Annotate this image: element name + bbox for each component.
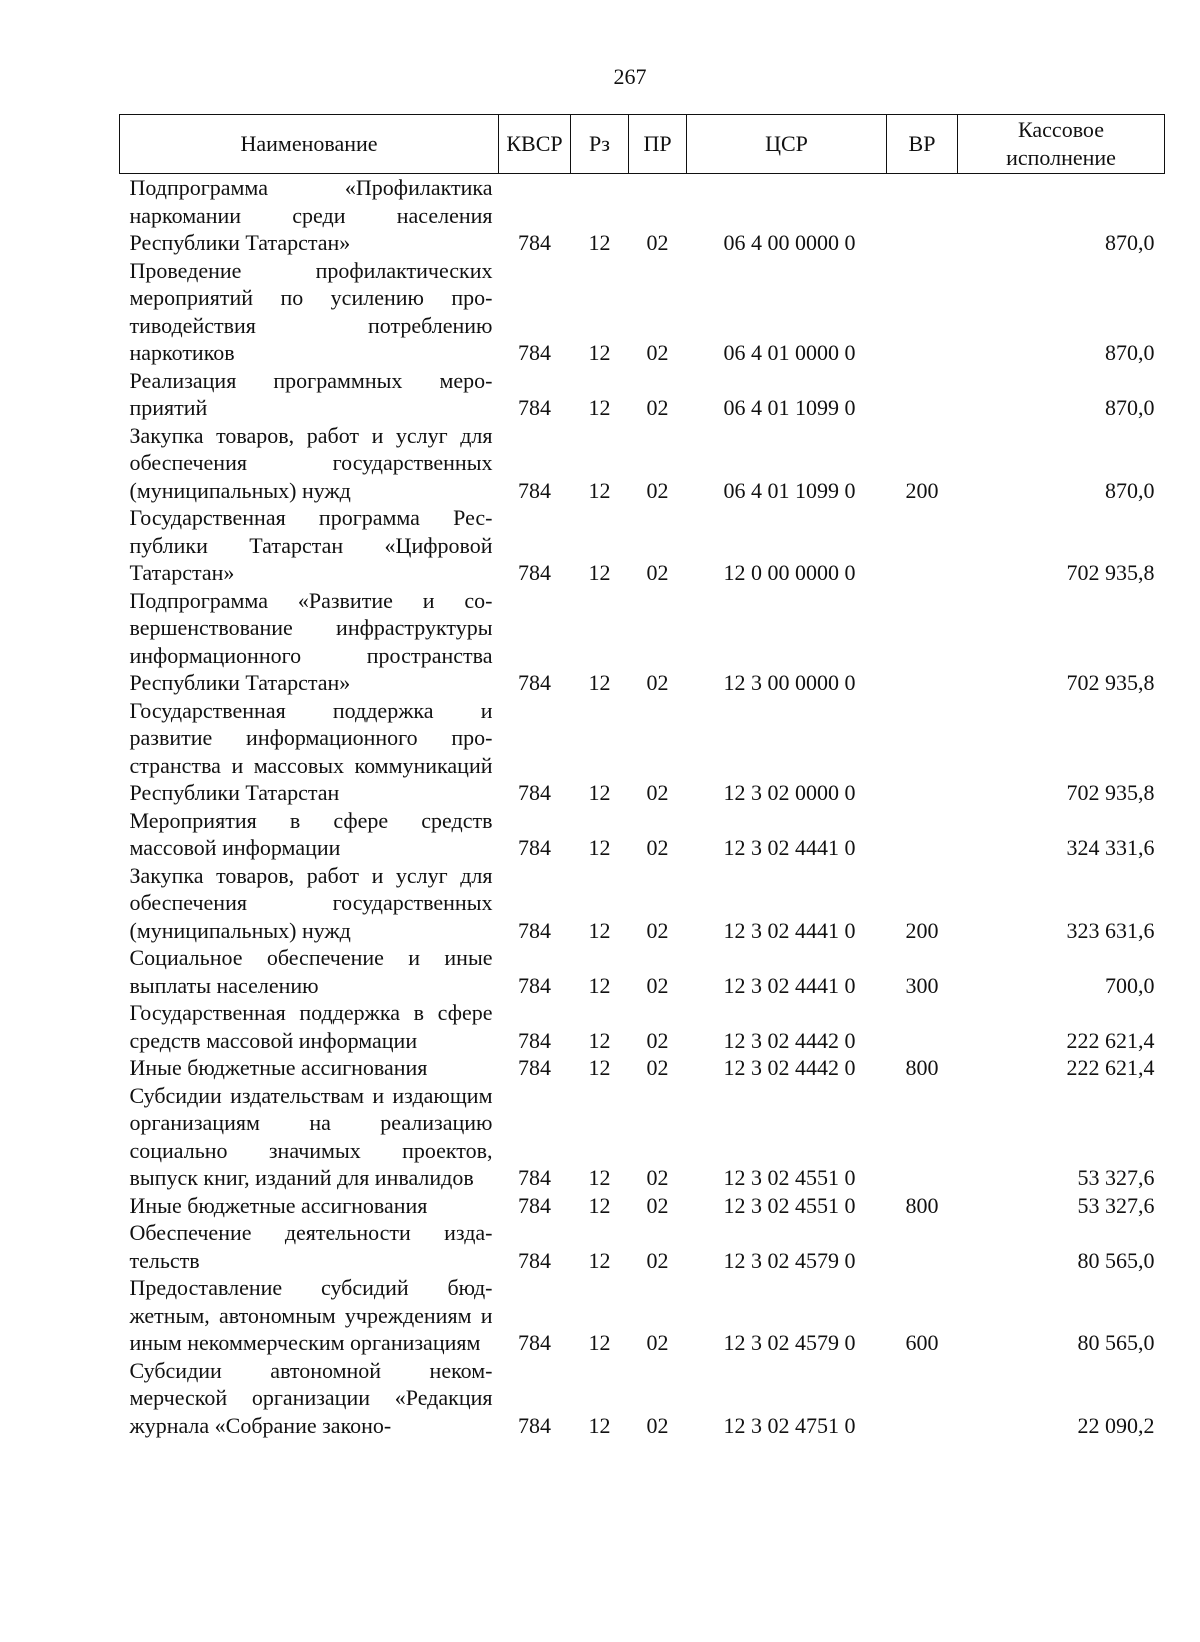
table-row [120, 504, 1165, 587]
row-sum: 53 327,6 [1077, 1165, 1155, 1190]
header-kvsr: КВСР [499, 115, 571, 174]
row-pr: 02 [646, 1192, 669, 1218]
row-rz: 12 [588, 1165, 611, 1190]
row-name: Предоставление субсидий бюджетным, автономным учреждениям и иным некоммерческим организациям [129, 1275, 493, 1355]
row-kvsr: 784 [518, 1330, 551, 1355]
table-row [120, 1082, 1165, 1192]
row-kvsr: 784 [518, 1165, 551, 1190]
row-name: Закупка товаров, работ и услуг для обеспечения государственных (муниципальных) нужд [129, 862, 493, 943]
header-sum: Кассовое исполнение [958, 115, 1165, 174]
table-row [120, 999, 1165, 1054]
row-pr: 02 [646, 477, 669, 503]
row-kvsr: 784 [518, 230, 551, 255]
row-rz: 12 [588, 230, 611, 255]
table-row [120, 1219, 1165, 1274]
row-name: Государственная поддержка и развитие информационного пространства и массовых коммуникаций Республики Татарстан [129, 697, 493, 805]
row-kvsr: 784 [518, 477, 551, 503]
row-kvsr: 784 [518, 835, 551, 860]
row-name: Государственная поддержка в сфере средств массовой информации [129, 1000, 493, 1053]
row-csr: 06 4 01 1099 0 [723, 477, 856, 503]
row-pr: 02 [646, 1330, 669, 1355]
table-row [120, 807, 1165, 862]
row-kvsr: 784 [518, 340, 551, 365]
row-pr: 02 [646, 1055, 669, 1080]
row-sum: 702 935,8 [1066, 780, 1155, 805]
header-rz: Рз [571, 115, 629, 174]
row-name: Мероприятия в сфере средств массовой информации [129, 807, 493, 860]
table-row [120, 174, 1165, 257]
row-name: Государственная программа Республики Татарстан «Цифровой Татарстан» [129, 505, 493, 585]
row-pr: 02 [646, 917, 669, 943]
row-rz: 12 [588, 780, 611, 805]
row-vr [887, 367, 958, 422]
row-pr: 02 [646, 560, 669, 585]
row-kvsr: 784 [518, 780, 551, 805]
row-pr: 02 [646, 835, 669, 860]
page-number: 267 [613, 64, 647, 89]
row-sum: 80 565,0 [1077, 1247, 1155, 1273]
table-row [120, 367, 1165, 422]
row-name: Закупка товаров, работ и услуг для обеспечения государственных (муниципальных) нужд [129, 422, 493, 503]
header-name: Наименование [120, 115, 499, 174]
row-vr: 200 [905, 917, 939, 943]
row-pr: 02 [646, 1165, 669, 1190]
row-pr: 02 [646, 1247, 669, 1273]
row-kvsr: 784 [518, 1027, 551, 1053]
row-rz: 12 [588, 477, 611, 503]
row-kvsr: 784 [518, 560, 551, 585]
row-sum: 702 935,8 [1066, 560, 1155, 585]
row-csr: 12 3 02 4579 0 [723, 1247, 856, 1273]
budget-table [119, 114, 1165, 1439]
row-vr: 300 [905, 972, 939, 998]
row-pr: 02 [646, 1027, 669, 1053]
table-header-row [120, 115, 1165, 174]
table-row [120, 1357, 1165, 1440]
row-pr: 02 [646, 1412, 669, 1438]
row-rz: 12 [588, 560, 611, 585]
row-name: Обеспечение деятельности издательств [129, 1220, 493, 1273]
table-row [120, 257, 1165, 367]
row-name: Социальное обеспечение и иные выплаты населению [129, 945, 493, 998]
row-csr: 12 3 02 4551 0 [723, 1192, 856, 1218]
row-sum: 324 331,6 [1066, 835, 1155, 860]
row-csr: 12 3 02 4442 0 [723, 1027, 856, 1053]
row-vr [887, 174, 958, 257]
row-csr: 12 3 02 4441 0 [723, 835, 856, 860]
row-kvsr: 784 [518, 1055, 551, 1080]
row-vr: 200 [905, 477, 939, 503]
row-pr: 02 [646, 780, 669, 805]
table-row [120, 697, 1165, 807]
row-sum: 870,0 [1105, 477, 1155, 503]
row-rz: 12 [588, 1412, 611, 1438]
row-sum: 870,0 [1105, 395, 1155, 420]
row-csr: 12 3 02 4441 0 [723, 917, 856, 943]
row-vr [887, 257, 958, 367]
row-sum: 700,0 [1105, 972, 1155, 998]
row-vr [887, 807, 958, 862]
header-pr: ПР [629, 115, 687, 174]
row-sum: 22 090,2 [1077, 1412, 1155, 1438]
row-rz: 12 [588, 835, 611, 860]
row-name: Подпрограмма «Профилактика наркомании среди населения Республики Татарстан» [129, 175, 493, 255]
row-name: Субсидии автономной некоммерческой организации «Редакция журнала «Собрание законо- [129, 1357, 493, 1438]
row-pr: 02 [646, 670, 669, 695]
table-body [120, 174, 1165, 1440]
row-kvsr: 784 [518, 395, 551, 420]
row-name: Субсидии издательствам и издающим организациям на реализацию социально значимых проектов, выпуск книг, изданий для инвалидов [129, 1082, 493, 1190]
row-csr: 12 3 02 0000 0 [723, 780, 856, 805]
row-sum: 323 631,6 [1066, 917, 1155, 943]
row-name: Подпрограмма «Развитие и совершенствование инфраструктуры информационного пространства Республики Татарстан» [129, 587, 493, 695]
table-row [120, 944, 1165, 999]
row-csr: 12 0 00 0000 0 [723, 560, 856, 585]
row-rz: 12 [588, 1027, 611, 1053]
row-name: Иные бюджетные ассигнования [129, 1192, 428, 1218]
row-pr: 02 [646, 340, 669, 365]
table-row [120, 422, 1165, 505]
row-pr: 02 [646, 230, 669, 255]
table-row [120, 1054, 1165, 1082]
table-row [120, 1274, 1165, 1357]
row-rz: 12 [588, 395, 611, 420]
row-vr: 600 [905, 1330, 939, 1355]
row-vr [887, 1357, 958, 1440]
row-csr: 12 3 02 4441 0 [723, 972, 856, 998]
row-vr [887, 1082, 958, 1192]
row-rz: 12 [588, 972, 611, 998]
row-rz: 12 [588, 340, 611, 365]
row-sum: 80 565,0 [1077, 1330, 1155, 1355]
row-sum: 222 621,4 [1066, 1055, 1155, 1080]
row-sum: 702 935,8 [1066, 670, 1155, 695]
row-rz: 12 [588, 917, 611, 943]
row-csr: 12 3 02 4751 0 [723, 1412, 856, 1438]
row-csr: 06 4 01 1099 0 [723, 395, 856, 420]
row-csr: 12 3 00 0000 0 [723, 670, 856, 695]
row-kvsr: 784 [518, 917, 551, 943]
row-sum: 870,0 [1105, 230, 1155, 255]
row-pr: 02 [646, 395, 669, 420]
row-kvsr: 784 [518, 1412, 551, 1438]
row-csr: 12 3 02 4579 0 [723, 1330, 856, 1355]
table-row [120, 862, 1165, 945]
row-kvsr: 784 [518, 670, 551, 695]
row-vr: 800 [905, 1192, 939, 1218]
row-rz: 12 [588, 1330, 611, 1355]
header-vr: ВР [887, 115, 958, 174]
row-rz: 12 [588, 1055, 611, 1080]
row-vr: 800 [905, 1055, 939, 1080]
row-vr [887, 697, 958, 807]
row-rz: 12 [588, 1247, 611, 1273]
row-vr [887, 587, 958, 697]
table-row [120, 1192, 1165, 1220]
row-sum: 53 327,6 [1077, 1192, 1155, 1218]
row-csr: 12 3 02 4551 0 [723, 1165, 856, 1190]
row-name: Проведение профилактических мероприятий по усилению противодействия потреблению наркотиков [129, 257, 493, 365]
header-csr: ЦСР [687, 115, 887, 174]
row-csr: 12 3 02 4442 0 [723, 1055, 856, 1080]
row-name: Иные бюджетные ассигнования [129, 1055, 428, 1080]
row-sum: 870,0 [1105, 340, 1155, 365]
row-vr [887, 1219, 958, 1274]
row-pr: 02 [646, 972, 669, 998]
row-rz: 12 [588, 670, 611, 695]
table-row [120, 587, 1165, 697]
row-vr [887, 999, 958, 1054]
row-rz: 12 [588, 1192, 611, 1218]
row-csr: 06 4 01 0000 0 [723, 340, 856, 365]
row-vr [887, 504, 958, 587]
row-kvsr: 784 [518, 1247, 551, 1273]
row-csr: 06 4 00 0000 0 [723, 230, 856, 255]
row-sum: 222 621,4 [1066, 1027, 1155, 1053]
row-kvsr: 784 [518, 972, 551, 998]
row-kvsr: 784 [518, 1192, 551, 1218]
row-name: Реализация программных мероприятий [129, 367, 493, 420]
